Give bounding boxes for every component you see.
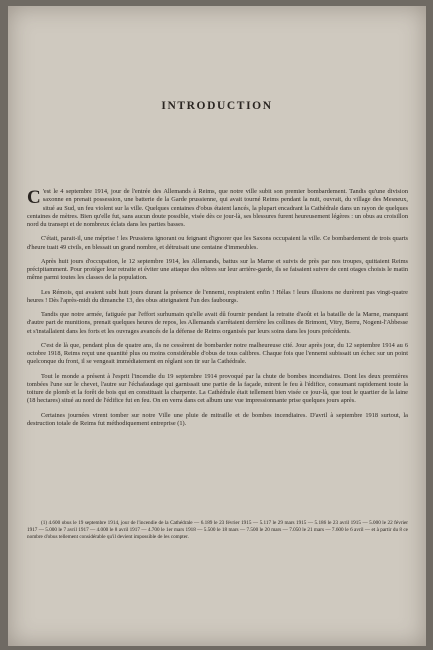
paragraph: Les Rémois, qui avaient subi huit jours durant la présence de l'ennemi, respiraient enfin ! Hélas ! leurs illusions ne durèrent pas vingt-quatre heures ! Dès l'après-midi du dimanche 13, des obus atteignaient l'un des faubourgs. xyxy=(27,288,408,304)
footnote xyxy=(27,520,408,541)
paragraph: C 'est le 4 septembre 1914, jour de l'entrée des Allemands à Reims, que notre ville subit son premier bombardement. Tandis qu'une division saxonne en prenait possession, une batterie de la Garde prussienne, qui avait tourné Reims pendant la nuit, ouvrait, du village des Mesneux, situé au Sud, un feu violent sur la ville. Quelques centaines d'obus étaient lancés, la plupart encadrant la Cathédrale dans un rayon de quelques centaines de mètres. Bien qu'elle fut, sans aucun doute possible, visée dès ce jour-là, ses blessures furent heureusement légères : un obus au croisillon nord du transept et de nombreux éclats dans les parties basses. xyxy=(27,187,408,228)
paragraph: C'est de là que, pendant plus de quatre ans, ils ne cessèrent de bombarder notre malheureuse cité. Jour après jour, du 12 septembre 1914 au 6 octobre 1918, Reims reçut une quantité plus ou moins considérable d'obus de tous calibres. Chaque fois que l'ennemi subissait un échec sur un point quelconque du front, il se vengeait immédiatement en réglant son tir sur la Cathédrale. xyxy=(27,341,408,366)
paragraph: C'était, parait-il, une méprise ! les Prussiens ignorant ou feignant d'ignorer que les Saxons occupaient la ville. Ce bombardement de trois quarts d'heure tuait 49 civils, en blessait un grand nombre, et détruisait une centaine d'immeubles. xyxy=(27,235,408,251)
book-page xyxy=(8,6,426,646)
paragraph: Après huit jours d'occupation, le 12 septembre 1914, les Allemands, battus sur la Marne et suivis de près par nos troupes, quittaient Reims précipitamment. Pour protéger leur retraite et éviter une attaque des nôtres sur leur arrière-garde, ils se faisaient suivre de cent otages choisis le matin même parmi toutes les classes de la population. xyxy=(27,257,408,282)
paragraph: Tout le monde a présent à l'esprit l'incendie du 19 septembre 1914 provoqué par la chute de bombes incendiaires. Dont les deux premières tombées l'une sur le chevet, l'autre sur l'échafaudage qui garnissait une partie de la façade, mirent le feu à l'édifice, consumant rapidement toute la toiture de plomb et la forêt de bois qui en constituait la charpente. La Cathédrale était tellement bien visée ce jour-là, que tout le quartier de la laine (18 hectares) situé au nord de l'édifice fut en feu. On en verra dans cet album une vue impressionnante prise quelques jours après. xyxy=(27,372,408,405)
body-text xyxy=(27,188,408,434)
paragraph: Certaines journées virent tomber sur notre Ville une pluie de mitraille et de bombes incendiaires. D'avril à septembre 1918 surtout, la destruction totale de Reims fut méthodiquement entreprise (1). xyxy=(27,411,408,427)
paragraph: Tandis que notre armée, fatiguée par l'effort surhumain qu'elle avait dû fournir pendant la retraite d'août et la bataille de la Marne, manquant d'autre part de munitions, prenait quelques heures de repos, les Allemands s'arrêtaient derrière les collines de Brimont, Vitry, Berru, Nogent-l'Abbesse et s'installaient dans les forts et les ouvrages avancés de la défense de Reims organisés par leurs soins dans les jours précédents. xyxy=(27,311,408,335)
page-title: INTRODUCTION xyxy=(161,100,273,112)
drop-cap: C xyxy=(27,187,41,208)
footnote-text: (1) 4.600 obus le 19 septembre 1914, jour de l'incendie de la Cathédrale — 6.189 le 23 février 1915 — 5.117 le 29 mars 1915 — 5.186 le 23 avril 1915 — 5.000 le 22 février 1917 — 5.000 le 7 avril 1917 — 4.000 le 8 avril 1917 — 4.700 le 1er mars 1918 — 5.500 le 18 mars — 7.500 le 20 mars — 7.050 le 21 mars — 7.600 le 6 avril — et à partir du 8 ce nombre d'obus tellement considérable qu'il devient impossible de les compter. xyxy=(27,520,408,540)
